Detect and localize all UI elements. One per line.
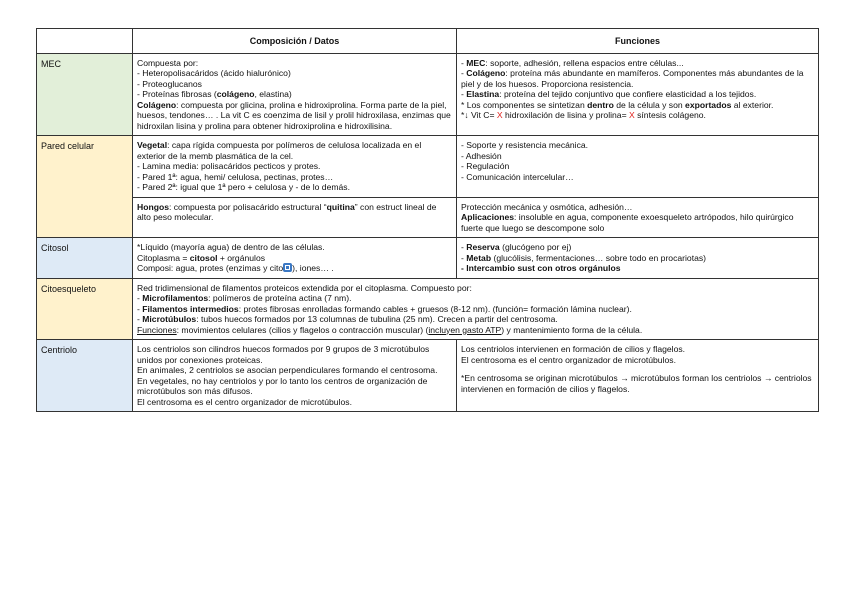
header-composicion: Composición / Datos [133,29,457,54]
text-line: - Microfilamentos: polímeros de proteína actina (7 nm). [137,293,352,304]
text-line: Hongos: compuesta por polisacárido estructural “quitina” con estruct lineal de alto peso molecular. [137,201,437,223]
text-line: Protección mecánica y osmótica, adhesión… [461,201,633,212]
row-label-centriolo: Centriolo [37,340,133,412]
text-line: En vegetales, no hay centriolos y por lo tanto los centros de organización de microtúbulos son más difusos. [137,375,428,397]
text-line: - Intercambio sust con otros orgánulos [461,263,621,274]
text-line: *En centrosoma se originan microtúbulos → microtúbulos forman los centriolos → centriolos intervienen en formación de cilios y flagelos. [461,373,812,394]
text-line: - MEC: soporte, adhesión, rellena espacios entre células... [461,58,684,68]
text-line: - Comunicación intercelular… [461,171,574,182]
text-line: Los centriolos intervienen en formación de cilios y flagelos. [461,344,686,355]
pared-vegetal-funciones [457,136,819,197]
text-line: - Adhesión [461,150,502,161]
pared-hongos-funciones [457,197,819,237]
row-citoesqueleto [37,278,819,339]
citoesqueleto-contenido [133,278,819,339]
text-line: - Colágeno: proteína más abundante en mamíferos. Componentes más abundantes de la piel y de los huesos. Proporciona resistencia. [461,68,804,89]
row-centriolo [37,340,819,412]
text-line: * Los componentes se sintetizan dentro de la célula y son exportados al exterior. [461,99,774,110]
header-funciones: Funciones [457,29,819,54]
row-label-citosol: Citosol [37,238,133,278]
text-line: - Soporte y resistencia mecánica. [461,140,589,151]
centriolo-funciones [457,340,819,412]
text-line: Los centriolos son cilindros huecos formados por 9 grupos de 3 microtúbulos unidos por conexiones proteicas. [137,344,430,365]
header-empty [37,29,133,54]
text-line: - Lamina media: polisacáridos pecticos y protes. [137,161,321,172]
text-line: En animales, 2 centriolos se asocian perpendiculares formando el centrosoma. [137,365,438,376]
text-line: - Pared 1ª: agua, hemi/ celulosa, pectinas, protes… [137,171,334,182]
text-line: Citoplasma = citosol + orgánulos [137,252,266,263]
text-line: - Heteropolisacáridos (ácido hialurónico) [137,68,291,79]
text-line: - Microtúbulos: tubos huecos formados por 13 columnas de tubulina (25 nm). Crecen a partir del centrosoma. [137,314,558,325]
text-line: El centrosoma es el centro organizador de microtúbulos. [461,354,676,365]
row-citosol [37,238,819,278]
text-line: - Elastina: proteína del tejido conjuntivo que confiere elasticidad a los tejidos. [461,89,757,100]
row-label-mec: MEC [37,54,133,136]
header-row [37,29,819,54]
text-line: Red tridimensional de filamentos proteicos extendida por el citoplasma. Compuesto por: [137,282,472,293]
text-line: Colágeno: compuesta por glicina, prolina e hidroxiprolina. Forma parte de la piel, huesos, tendones… . La vit C es coenzima de lisil y prolil hidroxilasa, enzimas que hidroxilan lisina y prolina para obtener hidroxiprolina e hidroxilisina. [137,99,451,131]
text-line: Composi: agua, protes (enzimas y cito ), iones… . [137,263,334,274]
row-pared-vegetal [37,136,819,197]
text-line: - Pared 2ª: igual que 1ª pero + celulosa y - de lo demás. [137,182,350,193]
text-line: El centrosoma es el centro organizador de microtúbulos. [137,396,352,407]
citosol-composicion [133,238,457,278]
notes-table [36,28,819,412]
image-icon [283,263,292,272]
text-line: - Filamentos intermedios: protes fibrosas enrolladas formando cables + gruesos (8-12 nm). (función= formación lámina nuclear). [137,303,632,314]
row-mec [37,54,819,136]
text-line: - Proteínas fibrosas (colágeno, elastina) [137,89,292,100]
text-line: - Metab (glucólisis, fermentaciones… sobre todo en procariotas) [461,252,707,263]
citosol-funciones [457,238,819,278]
row-pared-hongos [37,197,819,237]
row-label-pared: Pared celular [37,136,133,238]
text-line: *Líquido (mayoría agua) de dentro de las células. [137,242,325,253]
mec-funciones [457,54,819,136]
text-line: - Proteoglucanos [137,78,202,89]
text-line: - Reserva (glucógeno por ej) [461,242,572,253]
centriolo-composicion [133,340,457,412]
text-line: *↓ Vit C= X hidroxilación de lisina y prolina= X síntesis colágeno. [461,110,706,121]
row-label-citoesqueleto: Citoesqueleto [37,278,133,339]
text-line: Funciones: movimientos celulares (cilios y flagelos o contracción muscular) (incluyen gasto ATP) y mantenimiento forma de la célula. [137,324,643,335]
text-line: Aplicaciones: insoluble en agua, componente exoesqueleto artrópodos, hilo quirúrgico fuerte que luego se descompone solo [461,212,794,233]
text-line: Vegetal: capa rígida compuesta por polímeros de celulosa localizada en el exterior de la memb plasmática de la cel. [137,140,422,161]
text-line: - Regulación [461,161,510,172]
pared-vegetal-composicion [133,136,457,197]
text-line: Compuesta por: [137,58,199,68]
pared-hongos-composicion [133,197,457,237]
mec-composicion [133,54,457,136]
